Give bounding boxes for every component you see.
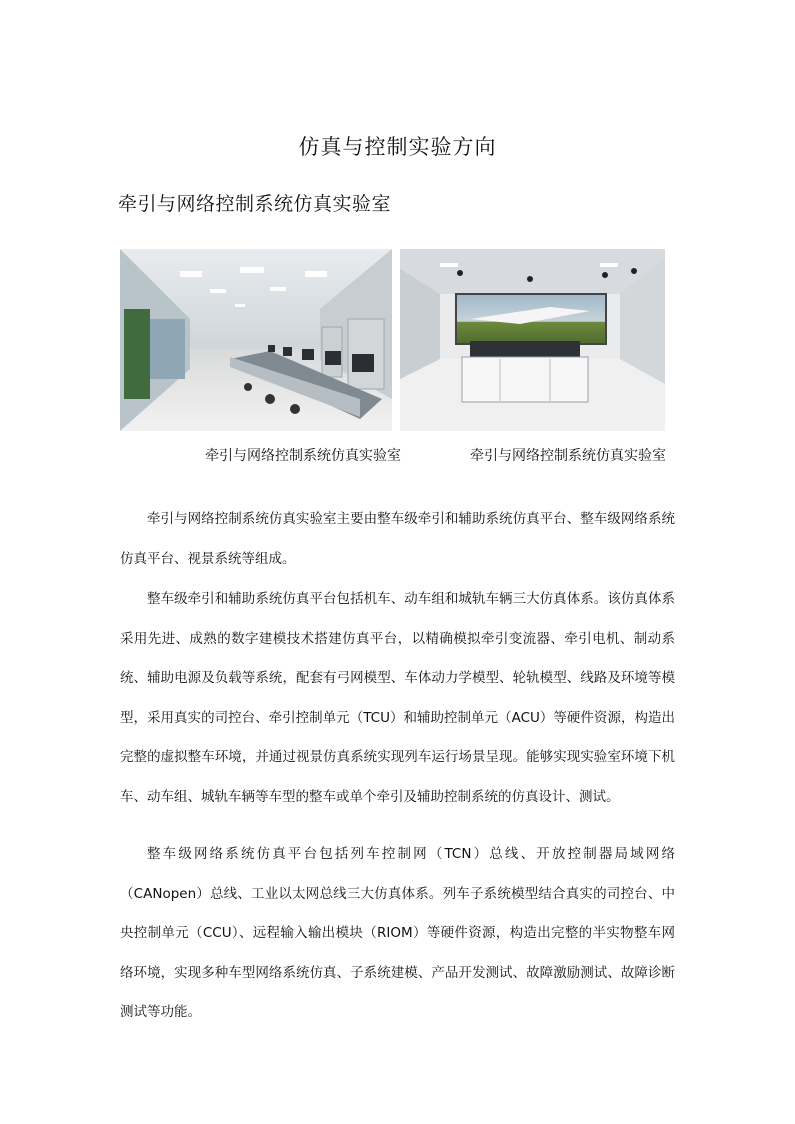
section-heading: 牵引与网络控制系统仿真实验室	[118, 193, 392, 215]
figure-caption: 牵引与网络控制系统仿真实验室	[470, 448, 666, 464]
body-paragraph: 整车级牵引和辅助系统仿真平台包括机车、动车组和城轨车辆三大仿真体系。该仿真体系采用先进、成熟的数字建模技术搭建仿真平台，以精确模拟牵引变流器、牵引电机、制动系统、辅助电源及负载等系统，配套有弓网模型、车体动力学模型、轮轨模型、线路及环境等模型，采用真实的司控台、牵引控制单元（TCU）和辅助控制单元（ACU）等硬件资源，构造出完整的虚拟整车环境，并通过视景仿真系统实现列车运行场景呈现。能够实现实验室环境下机车、动车组、城轨车辆等车型的整车或单个牵引及辅助控制系统的仿真设计、测试。	[120, 591, 675, 805]
page-title: 仿真与控制实验方向	[298, 135, 497, 159]
lab-photo-control-desk	[400, 249, 665, 431]
body-paragraph: 整车级网络系统仿真平台包括列车控制网（TCN）总线、开放控制器局域网络（CANopen）总线、工业以太网总线三大仿真体系。列车子系统模型结合真实的司控台、中央控制单元（CCU）、远程输入输出模块（RIOM）等硬件资源，构造出完整的半实物整车网络环境，实现多种车型网络系统仿真、子系统建模、产品开发测试、故障激励测试、故障诊断测试等功能。	[120, 846, 675, 1020]
figure-caption: 牵引与网络控制系统仿真实验室	[205, 448, 401, 464]
body-paragraph: 牵引与网络控制系统仿真实验室主要由整车级牵引和辅助系统仿真平台、整车级网络系统仿真平台、视景系统等组成。	[120, 511, 675, 567]
lab-photo-workstations	[120, 249, 392, 431]
